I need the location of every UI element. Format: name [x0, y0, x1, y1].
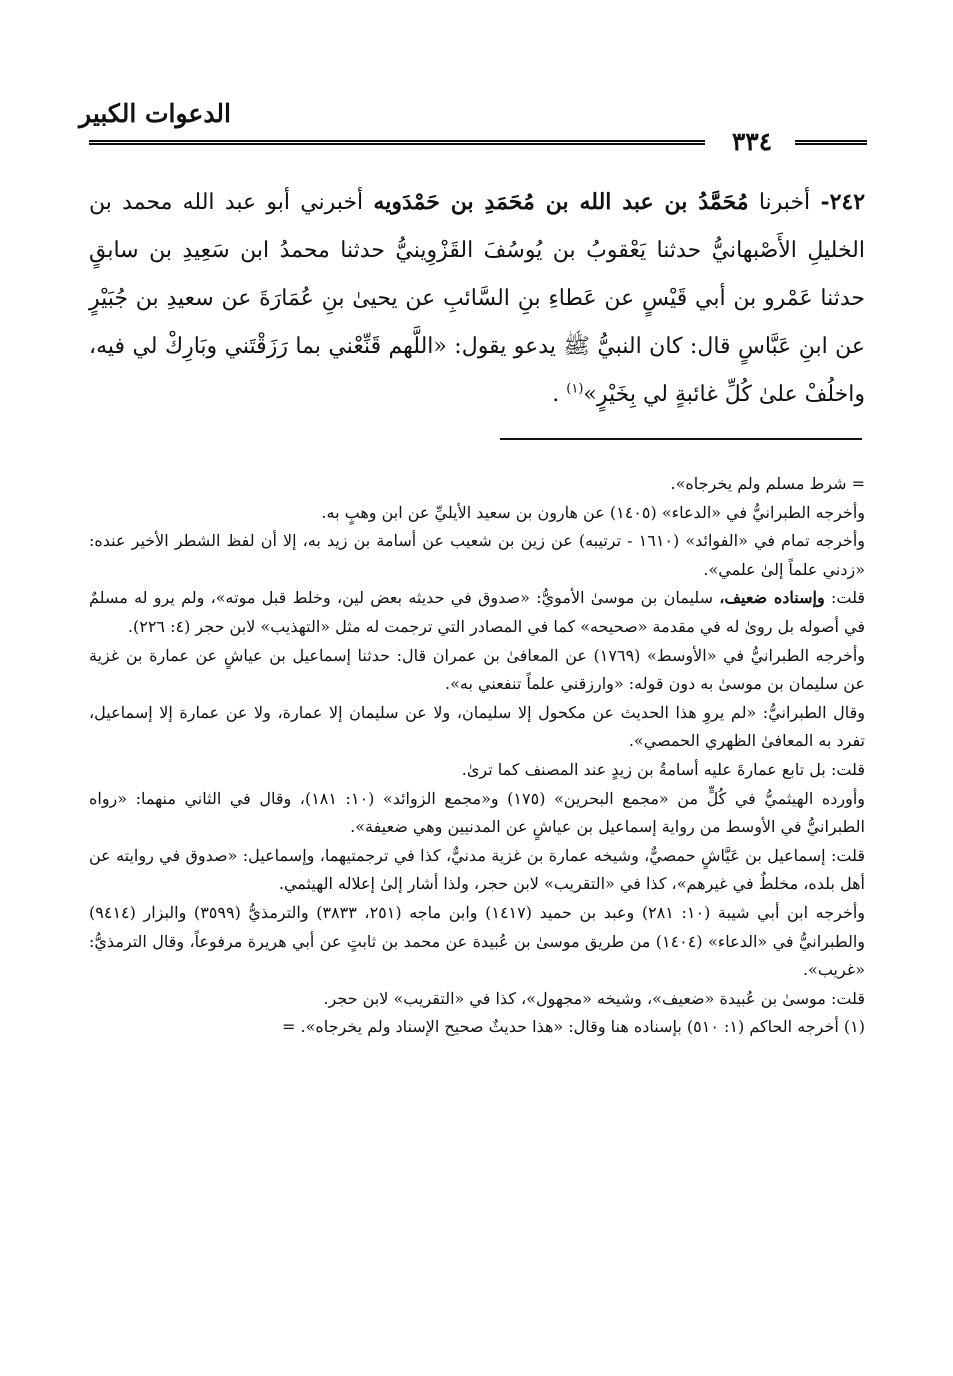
note-paragraph: وأخرجه ابن أبي شيبة (١٠: ٢٨١) وعبد بن حميد (١٤١٧) وابن ماجه (٢٥١، ٣٨٣٣) والترمذيُّ (٣٥٩٩) والبزار (٩٤١٤) والطبرانيُّ في «الدعاء» (١٤٠٤) من طريق موسىٰ بن عُبيدة عن محمد بن ثابتٍ عن أبي هريرة مرفوعاً، وقال الترمذيُّ: «غريب».: [89, 902, 866, 980]
hadith-line-5: «اللَّهم قَنِّعْني بما رَزَقْتَني وبَارِكْ لي فيه، واخلُفْ علىٰ كُلِّ غائبةٍ لي بِخَيْرٍ»: [89, 334, 865, 407]
note-paragraph: وأورده الهيثميُّ في كُلٍّ من «مجمع البحرين» (١٧٥) و«مجمع الزوائد» (١٠: ١٨١)، وقال في الثاني منهما: «رواه الطبرانيُّ في الأوسط من رواية إسماعيل بن عياشٍ عن المدنيين وهي ضعيفة».: [89, 788, 866, 837]
footnote-separator: [500, 438, 862, 440]
note-paragraph: قلت: بل تابع عمارةَ عليه أسامةُ بن زيدٍ عند المصنف كما ترىٰ.: [461, 759, 865, 779]
running-title: الدعوات الكبير: [79, 99, 231, 128]
note-paragraph: وأخرجه الطبرانيُّ في «الأوسط» (١٧٦٩) عن المعافىٰ بن عمران قال: حدثنا إسماعيل بن عياشٍ عن عمارة بن غزية عن سليمان بن موسىٰ به دون قوله: «وارزقني علماً تنفعني به».: [89, 645, 866, 694]
hadith-number: ٢٤٢-: [820, 189, 866, 215]
footnote-1: (١) أخرجه الحاكم (١: ٥١٠) بإسناده هنا وقال: «هذا حديثٌ صحيح الإسناد ولم يخرجاه». =: [281, 1017, 865, 1037]
note-pre: قلت:: [824, 588, 866, 608]
note-paragraph: وقال الطبرانيُّ: «لم يروِ هذا الحديث عن مكحول إلا سليمان، ولا عن سليمان إلا عمارة، ولا عن عمارة إلا إسماعيل، تفرد به المعافىٰ الظهري الحمصي».: [89, 702, 865, 751]
note-post: سليمان بن موسىٰ الأمويُّ: «صدوق في حديثه بعض لين، وخلط قبل موته»، ولم يرو له مسلمٌ في أصوله بل روىٰ له في مقدمة «صحيحه» كما في المصادر التي ترجمت له مثل «التهذيب» لابن حجر (٤: ٢٢٦).: [89, 588, 865, 636]
note-paragraph: قلت: إسماعيل بن عَيَّاشٍ حمصيٌّ، وشيخه عمارة بن غزية مدنيٌّ، كذا في ترجمتيهما، وإسماعيل: «صدوق في روايته عن أهل بلده، مخلطٌ في غيرهم»، كذا في «التقريب» لابن حجر، ولذا أشار إلىٰ إعلاله الهيثمي.: [89, 845, 865, 894]
page-number: ٣٣٤: [731, 127, 773, 156]
hadith-text: [89, 178, 865, 419]
hadith-line-1-post: أخبرني أبو عبد الله: [182, 190, 374, 215]
narrator-name: مُحَمَّدُ بن عبد الله بن مُحَمَدِ بن حَمْدَويه: [373, 189, 749, 215]
hadith-line-3: ابن سَعِيدِ بن سابقٍ حدثنا عَمْرو بن أبي قَيْسٍ عن عَطاءِ بنِ السَّائبِ عن يحيىٰ بنِ: [89, 238, 866, 311]
note-paragraph: = شرط مسلم ولم يخرجاه».: [670, 474, 865, 493]
footnote-ref: (١): [566, 381, 584, 397]
hadith-line-4: عُمَارَةَ عن سعيدِ بن جُبَيْرٍ عن ابنِ عَبَّاسٍ قال: كان النبيُّ ﷺ يدعو يقول:: [89, 286, 866, 359]
footnotes: [89, 470, 865, 1042]
hadith-end: .: [552, 382, 567, 407]
note-paragraph: قلت: موسىٰ بن عُبيدة «ضعيف»، وشيخه «مجهول»، كذا في «التقريب» لابن حجر.: [323, 988, 865, 1008]
header-rule-left: [89, 140, 705, 145]
note-paragraph: [89, 584, 865, 641]
note-paragraph: وأخرجه تمام في «الفوائد» (١٦١٠ - ترتيبه) عن زين بن شعيب عن أسامة بن زيد به، إلا أن لفظ الشطر الأخير عنده: «زدني علماً إلىٰ علمي».: [89, 531, 865, 579]
hadith-line-2: محمد بن الخليلِ الأَصْبهانيُّ حدثنا يَعْقوبُ بن يُوسُفَ القَزْوِينيُّ حدثنا محمدُ: [89, 190, 865, 263]
note-paragraph: وأخرجه الطبرانيُّ في «الدعاء» (١٤٠٥) عن هارون بن سعيد الأيليِّ عن ابن وهبٍ به.: [321, 502, 865, 522]
hadith-line-1-pre: أخبرنا: [748, 190, 811, 215]
header-rule-right: [795, 140, 867, 145]
note-bold: وإسناده ضعيف،: [719, 588, 825, 608]
